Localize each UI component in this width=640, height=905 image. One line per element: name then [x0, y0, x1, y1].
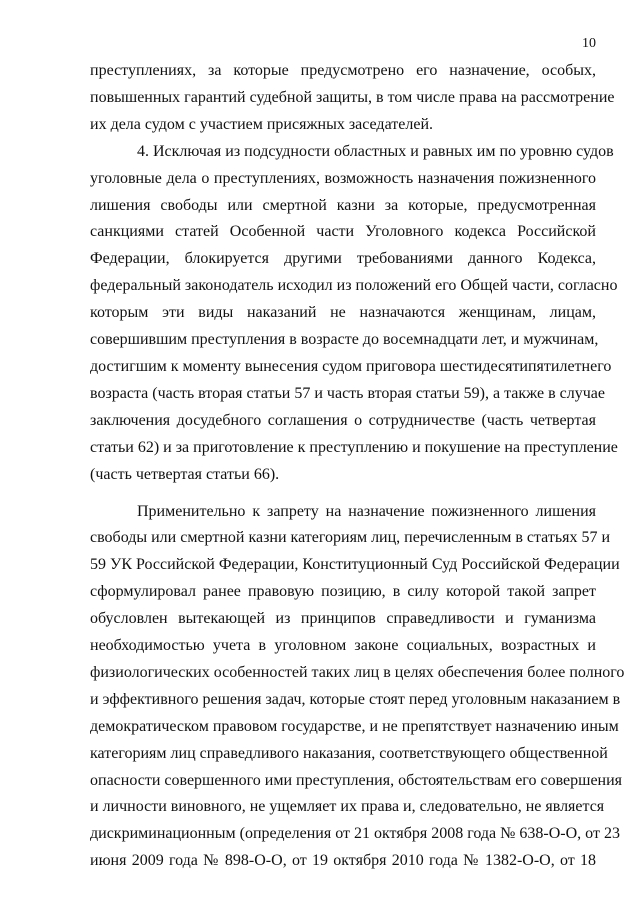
text-line: опасности совершенного ими преступления, обстоятельствам его совершения — [90, 771, 623, 789]
text-line: дискриминационным (определения от 21 октября 2008 года № 638-О-О, от 23 — [90, 825, 620, 843]
text-line: и личности виновного, не ущемляет их права и, следовательно, не является — [90, 798, 605, 816]
text-line: Применительно к запрету на назначение пожизненного лишения — [137, 502, 596, 520]
paragraph-gap — [90, 489, 596, 499]
text-line: необходимостью учета в уголовном законе социальных, возрастных и — [90, 637, 596, 655]
text-line: 59 УК Российской Федерации, Конституционный Суд Российской Федерации — [90, 556, 620, 574]
text-line: июня 2009 года № 898-О-О, от 19 октября 2010 года № 1382-О-О, от 18 — [90, 852, 596, 870]
text-line: свободы или смертной казни категориям лиц, перечисленным в статьях 57 и — [90, 529, 611, 547]
text-line: категориям лиц справедливого наказания, соответствующего общественной — [90, 744, 608, 762]
text-line: санкциями статей Особенной части Уголовного кодекса Российской — [90, 223, 596, 241]
text-line: их дела судом с участием присяжных заседателей. — [90, 115, 433, 133]
text-line: лишения свободы или смертной казни за которые, предусмотренная — [90, 196, 596, 214]
text-line: сформулировал ранее правовую позицию, в силу которой такой запрет — [90, 583, 596, 601]
body-text — [90, 58, 625, 875]
paragraph — [90, 139, 618, 489]
text-line: и эффективного решения задач, которые стоят перед уголовным наказанием в — [90, 690, 621, 708]
text-line: возраста (часть вторая статьи 57 и часть вторая статьи 59), а также в случае — [90, 384, 606, 402]
text-line: демократическом правовом государстве, и не препятствует назначению иным — [90, 717, 619, 735]
text-line: Федерации, блокируется другими требованиями данного Кодекса, — [90, 250, 596, 268]
text-line: повышенных гарантий судебной защиты, в том числе права на рассмотрение — [90, 88, 615, 106]
text-line: уголовные дела о преступлениях, возможность назначения пожизненного — [90, 169, 596, 187]
text-line: физиологических особенностей таких лиц в целях обеспечения более полного — [90, 663, 625, 681]
text-line: достигшим к моменту вынесения судом приговора шестидесятипятилетнего — [90, 357, 612, 375]
text-line: (часть четвертая статьи 66). — [90, 465, 280, 483]
text-line: статьи 62) и за приготовление к преступлению и покушение на преступление — [90, 438, 618, 456]
text-line: совершившим преступления в возрасте до восемнадцати лет, и мужчинам, — [90, 331, 599, 349]
text-line: федеральный законодатель исходил из положений его Общей части, согласно — [90, 277, 618, 295]
page-number: 10 — [582, 36, 596, 51]
paragraph — [90, 58, 615, 139]
text-line: заключения досудебного соглашения о сотрудничестве (часть четвертая — [90, 411, 596, 429]
text-line: 4. Исключая из подсудности областных и равных им по уровню судов — [137, 142, 614, 160]
text-line: обусловлен вытекающей из принципов справедливости и гуманизма — [90, 610, 596, 628]
text-line: преступлениях, за которые предусмотрено его назначение, особых, — [90, 62, 596, 79]
paragraph — [90, 499, 625, 876]
text-line: которым эти виды наказаний не назначаются женщинам, лицам, — [90, 304, 596, 322]
